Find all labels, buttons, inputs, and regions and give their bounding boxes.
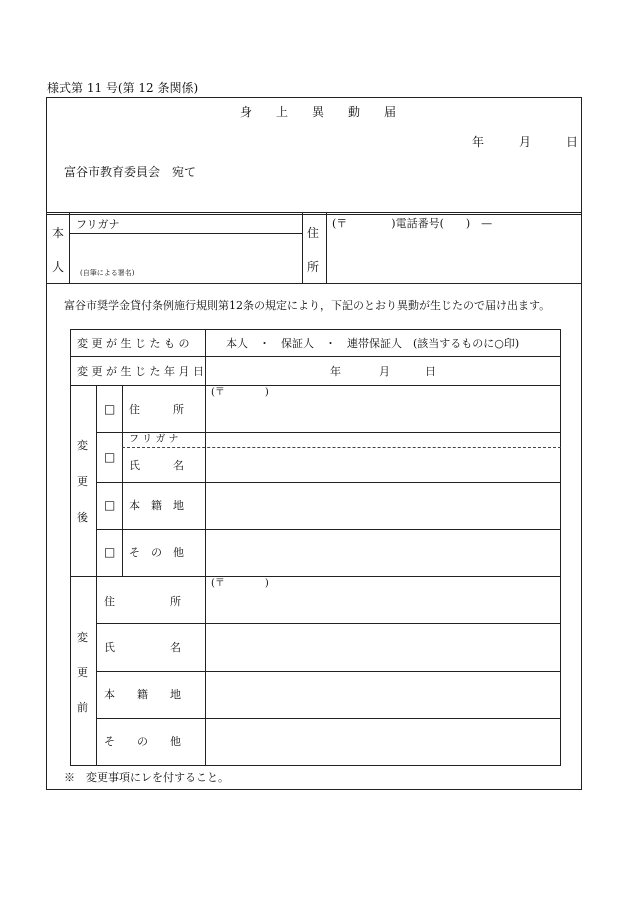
date-month-label: 月 (519, 135, 532, 149)
before-address-field[interactable] (207, 592, 559, 621)
change-date-month: 月 (379, 365, 390, 378)
after-name-label: 氏 名 (129, 459, 184, 472)
applicant-furigana-field[interactable] (140, 215, 300, 232)
divider (70, 576, 561, 577)
after-label-1: 変 (77, 439, 88, 452)
before-other-label: そ の 他 (104, 735, 181, 748)
applicant-address-label-2: 所 (307, 260, 320, 274)
statement: 富谷市奨学金貸付条例施行規則第12条の規定により，下記のとおり異動が生じたので届け出ます。 (64, 299, 551, 312)
form-number: 様式第 11 号(第 12 条関係) (47, 81, 199, 95)
after-other-checkbox[interactable]: □ (104, 545, 116, 559)
before-address-label: 住 所 (104, 595, 181, 608)
applicant-signature-field[interactable] (71, 235, 300, 267)
before-domicile-field[interactable] (207, 673, 559, 717)
divider (96, 671, 561, 672)
before-name-label: 氏 名 (104, 641, 181, 654)
date-year-label: 年 (472, 135, 485, 149)
after-other-field[interactable] (207, 531, 559, 575)
after-address-postal: (〒 ) (211, 387, 269, 398)
before-label-1: 変 (77, 631, 88, 644)
divider (122, 385, 123, 576)
addressee: 富谷市教育委員会 宛て (64, 165, 197, 179)
after-address-field[interactable] (207, 400, 559, 430)
before-domicile-label: 本 籍 地 (104, 688, 181, 701)
applicant-postal-phone: (〒 )電話番号( ) — (332, 217, 493, 230)
after-furigana-field[interactable] (207, 433, 559, 446)
after-other-label: そ の 他 (129, 546, 184, 559)
changed-person-options[interactable]: 本人 ・ 保証人 ・ 連帯保証人 (該当するものに○印) (226, 337, 520, 350)
after-label-3: 後 (77, 511, 88, 524)
divider (46, 212, 582, 213)
footnote: ※ 変更事項にレを付すること。 (64, 771, 229, 784)
divider (326, 213, 327, 283)
divider (96, 529, 561, 530)
after-furigana-label: フ リ ガ ナ (129, 434, 179, 445)
after-domicile-field[interactable] (207, 484, 559, 528)
divider (96, 623, 561, 624)
applicant-label-1: 本 (52, 226, 65, 240)
divider (122, 447, 561, 448)
changed-person-label: 変 更 が 生 じ た も の (77, 337, 190, 350)
change-date-day: 日 (425, 365, 436, 378)
after-domicile-checkbox[interactable]: □ (104, 498, 116, 512)
applicant-address-label-1: 住 (307, 226, 320, 240)
after-domicile-label: 本 籍 地 (129, 499, 184, 512)
divider (46, 214, 582, 215)
after-name-checkbox[interactable]: □ (104, 450, 116, 464)
divider (46, 283, 582, 284)
divider (205, 329, 206, 766)
divider (96, 482, 561, 483)
after-address-label: 住 所 (129, 403, 184, 416)
before-label-2: 更 (77, 666, 88, 679)
after-name-field[interactable] (207, 449, 559, 481)
applicant-label-2: 人 (52, 260, 65, 274)
divider (96, 718, 561, 719)
divider (96, 385, 97, 766)
form-title: 身 上 異 動 届 (240, 105, 397, 119)
change-date-year: 年 (330, 365, 341, 378)
after-address-checkbox[interactable]: □ (104, 402, 116, 416)
before-address-postal: (〒 ) (211, 578, 269, 589)
divider (69, 213, 70, 283)
divider (69, 233, 302, 234)
divider (70, 356, 561, 357)
change-date-label: 変 更 が 生 じ た 年 月 日 (77, 365, 204, 378)
divider (70, 385, 561, 386)
before-label-3: 前 (77, 701, 88, 714)
date-day-label: 日 (566, 135, 579, 149)
signature-note: (自筆による署名) (80, 269, 135, 277)
before-name-field[interactable] (207, 625, 559, 669)
after-label-2: 更 (77, 475, 88, 488)
applicant-furigana-label: フリガナ (76, 218, 120, 231)
divider (302, 213, 303, 283)
applicant-address-field[interactable] (330, 234, 578, 280)
before-other-field[interactable] (207, 720, 559, 764)
